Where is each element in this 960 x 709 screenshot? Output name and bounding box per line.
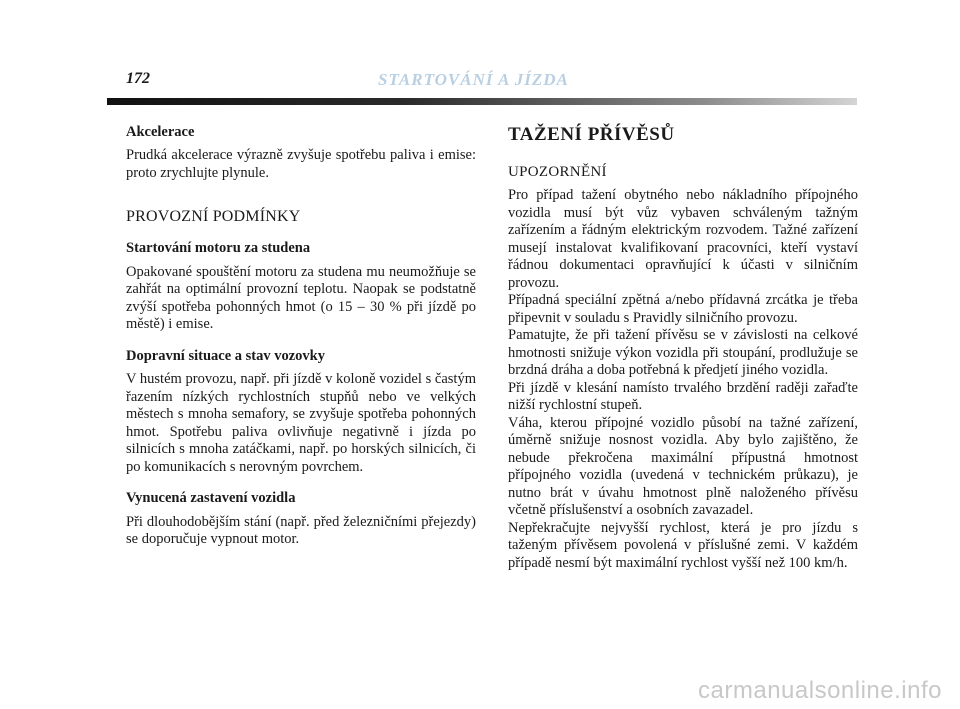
cold-start-text: Opakované spouštění motoru za studena mu neumožňuje se zahřát na optimální provozní teplotu. Naopak se podstatně zvýší spotřeba pohonných hmot (o 15 – 30 % při jízdě po městě) i emise.	[126, 263, 476, 333]
forced-stops-text: Při dlouhodobějším stání (např. před železničními přejezdy) se doporučuje vypnout motor.	[126, 513, 476, 548]
left-column	[126, 124, 476, 549]
towing-paragraph: Pro případ tažení obytného nebo nákladního přípojného vozidla musí být vůz vybaven schváleným tažným zařízením a řádným elektrickým rozvodem. Tažné zařízení musejí instalovat kvalifikovaní pracovníci, kteří vystaví řádnou dokumentaci opravňující k účasti v silničním provozu.	[508, 187, 858, 291]
traffic-heading: Dopravní situace a stav vozovky	[126, 347, 325, 364]
warning-title: UPOZORNĚNÍ	[508, 164, 607, 180]
towing-paragraph: Při jízdě v klesání namísto trvalého brzdění raději zařaďte nižší rychlostní stupeň.	[508, 379, 858, 413]
towing-paragraph: Pamatujte, že při tažení přívěsu se v závislosti na celkové hmotnosti snižuje výkon vozidla při stoupání, prodlužuje se brzdná dráha a doba potřebná k předjetí jiného vozidla.	[508, 327, 858, 378]
spacer	[126, 476, 476, 490]
towing-paragraph: Případná speciální zpětná a/nebo přídavná zrcátka je třeba připevnit v souladu s Pravidly silničního provozu.	[508, 292, 858, 326]
right-column	[508, 124, 858, 572]
acceleration-text: Prudká akcelerace výrazně zvyšuje spotřebu paliva i emise: proto zrychlujte plynule.	[126, 147, 476, 181]
acceleration-heading: Akcelerace	[126, 124, 195, 140]
traffic-text: V hustém provozu, např. při jízdě v koloně vozidel s častým řazením nízkých rychlostních stupňů nebo ve velkých městech s mnoha semafory, se zvyšuje spotřeba pohonných hmot. Spotřebu paliva ovlivňuje negativně i jízda po silnicích s mnoha zatáčkami, např. po horských silnicích, či po komunikacích s nerovným povrchem.	[126, 371, 476, 475]
towing-title: TAŽENÍ PŘÍVĚSŮ	[508, 124, 675, 145]
spacer	[126, 182, 476, 208]
header-rule	[107, 98, 857, 105]
cold-start-heading: Startování motoru za studena	[126, 240, 311, 257]
forced-stops-heading: Vynucená zastavení vozidla	[126, 490, 296, 507]
watermark: carmanualsonline.info	[698, 677, 942, 704]
running-header: STARTOVÁNÍ A JÍZDA	[378, 70, 569, 89]
spacer	[126, 334, 476, 348]
operating-conditions-title: PROVOZNÍ PODMÍNKY	[126, 208, 301, 226]
towing-paragraph: Váha, kterou přípojné vozidlo působí na tažné zařízení, úměrně snižuje nosnost vozidla. Aby bylo zajištěno, že nebude překročena maximální přípustná hmotnost přípojného vozidla (uvedená v technickém průkazu), je nutno brát v úvahu hmotnost plně naloženého přívěsu včetně příslušenství a osobních zavazadel.	[508, 414, 858, 518]
page-number: 172	[126, 70, 150, 87]
towing-paragraph: Nepřekračujte nejvyšší rychlost, která je pro jízdu s taženým přívěsem povolená v příslušné zemi. V každém případě nesmí být maximální rychlost vyšší než 100 km/h.	[508, 519, 858, 571]
